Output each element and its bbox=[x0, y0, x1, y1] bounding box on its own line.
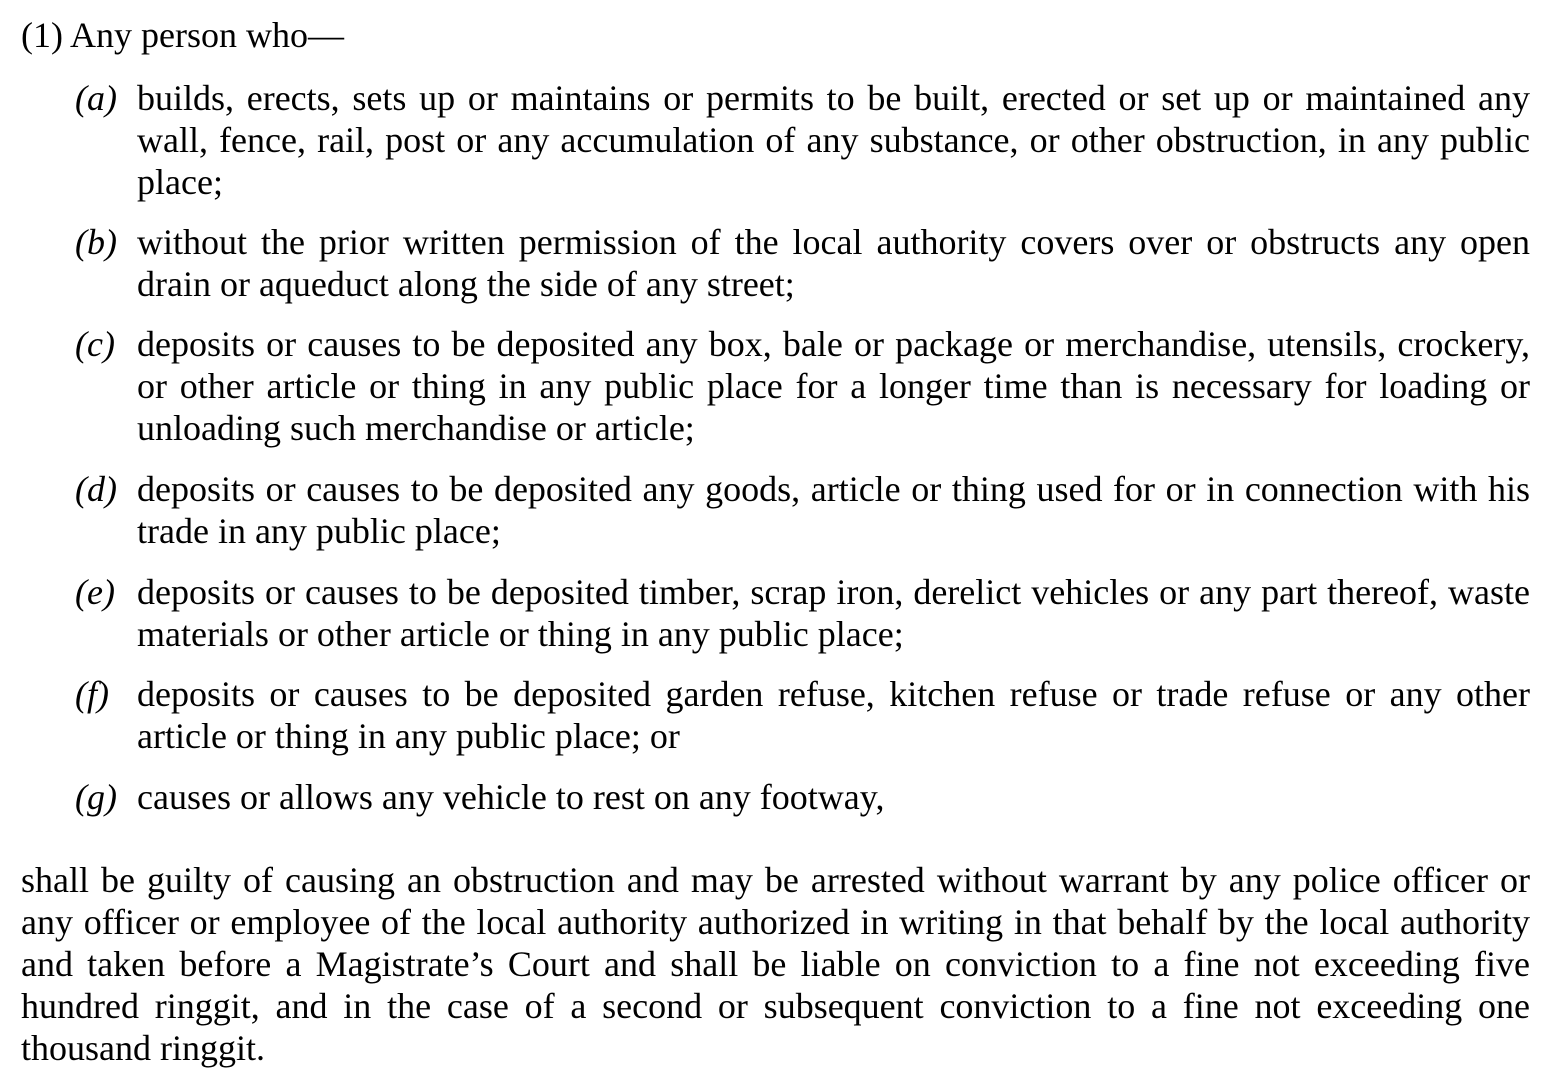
item-text: deposits or causes to be deposited any box, bale or package or merchandise, utensils, crockery, or other article or thing in any public place for a longer time than is necessary for loading or unloading such merchandise or article; bbox=[137, 324, 1530, 448]
item-text: deposits or causes to be deposited any goods, article or thing used for or in connection with his trade in any public place; bbox=[137, 469, 1530, 551]
section-closing: shall be guilty of causing an obstruction and may be arrested without warrant by any police officer or any officer or employee of the local authority authorized in writing in that behalf by the local authority and taken before a Magistrate’s Court and shall be liable on conviction to a fine not exceeding five hundred ringgit, and in the case of a second or subsequent conviction to a fine not exceeding one thousand ringgit. bbox=[21, 860, 1530, 1068]
item-text: deposits or causes to be deposited timber, scrap iron, derelict vehicles or any part thereof, waste materials or other article or thing in any public place; bbox=[137, 572, 1530, 654]
item-label: (g) bbox=[75, 777, 117, 817]
list-item bbox=[75, 221, 1530, 305]
item-label: (c) bbox=[75, 324, 115, 364]
list-item bbox=[75, 673, 1530, 757]
item-text: without the prior written permission of the local authority covers over or obstructs any open drain or aqueduct along the side of any street; bbox=[137, 222, 1530, 304]
item-label: (a) bbox=[75, 78, 117, 118]
list-item bbox=[75, 77, 1530, 203]
item-label: (d) bbox=[75, 469, 117, 509]
item-label: (f) bbox=[75, 674, 109, 714]
item-text: builds, erects, sets up or maintains or permits to be built, erected or set up or maintained any wall, fence, rail, post or any accumulation of any substance, or other obstruction, in any public place; bbox=[137, 78, 1530, 202]
list-item bbox=[75, 323, 1530, 449]
list-item bbox=[75, 571, 1530, 655]
section-intro: (1) Any person who— bbox=[21, 15, 344, 55]
list-item bbox=[75, 776, 1530, 818]
item-label: (b) bbox=[75, 222, 117, 262]
item-text: deposits or causes to be deposited garden refuse, kitchen refuse or trade refuse or any other article or thing in any public place; or bbox=[137, 674, 1530, 756]
item-text: causes or allows any vehicle to rest on any footway, bbox=[137, 777, 885, 817]
item-label: (e) bbox=[75, 572, 115, 612]
list-item bbox=[75, 468, 1530, 552]
